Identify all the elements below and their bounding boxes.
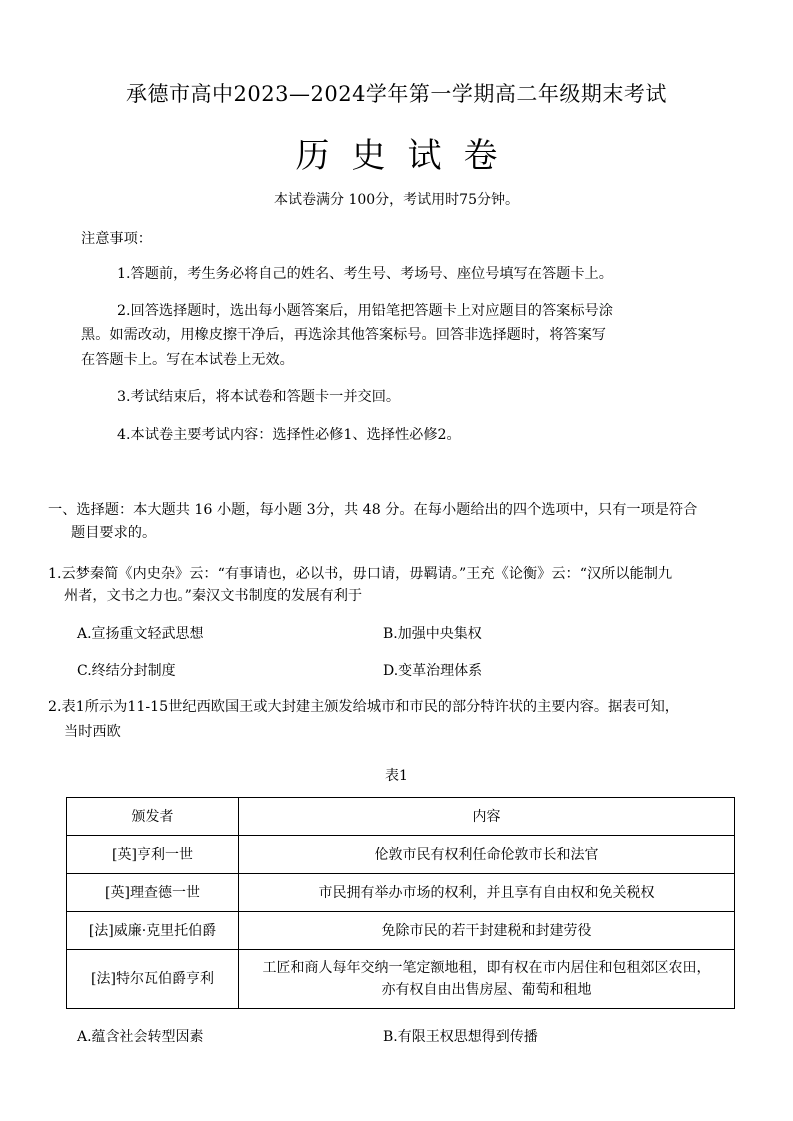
question-1-option-b: B.加强中央集权 [383,626,482,642]
table-row [67,836,735,874]
notice-title: 注意事项： [81,231,152,247]
table-cell-content-line-1: 工匠和商人每年交纳一笔定额地租，即有权在市内居住和包租郊区农田， [262,960,711,976]
table-cell-issuer: [英]理查德一世 [67,874,239,912]
table-header-issuer: 颁发者 [67,798,239,836]
question-1-option-c: C.终结分封制度 [77,663,176,679]
question-1-stem-line-1: 1.云梦秦简《内史杂》云：“有事请也，必以书，毋口请，毋羁请。”王充《论衡》云：“汉所以能制九 [48,566,673,582]
table-caption: 表1 [385,768,408,784]
paper-title: 历史试卷 [295,136,520,176]
question-1-option-d: D.变革治理体系 [383,663,483,679]
table-cell-content: 免除市民的若干封建税和封建劳役 [239,912,735,950]
exam-info: 本试卷满分 100分，考试用时75分钟。 [274,192,519,208]
question-2-stem-line-2: 当时西欧 [64,724,121,740]
question-2-option-b: B.有限王权思想得到传播 [383,1029,538,1045]
question-1-stem-line-2: 州者，文书之力也。”秦汉文书制度的发展有利于 [64,588,363,604]
section-instructions-line-2: 题目要求的。 [71,525,157,541]
table-row [67,874,735,912]
table-cell-content-line-2: 亦有权自由出售房屋、葡萄和租地 [381,982,592,998]
table-cell-content: 市民拥有举办市场的权利，并且享有自由权和免关税权 [239,874,735,912]
question-1-option-a: A.宣扬重文轻武思想 [77,626,204,642]
question-2-stem-line-1: 2.表1所示为11-15世纪西欧国王或大封建主颁发给城市和市民的部分特许状的主要内容。据表可知， [48,699,679,715]
table-cell-issuer: [英]亨利一世 [67,836,239,874]
notice-item-4: 4.本试卷主要考试内容：选择性必修1、选择性必修2。 [117,427,461,443]
charter-table [66,797,735,1009]
notice-item-3: 3.考试结束后，将本试卷和答题卡一并交回。 [117,389,401,405]
table-row [67,912,735,950]
table-header-content: 内容 [239,798,735,836]
table-cell-issuer: [法]威廉·克里托伯爵 [67,912,239,950]
notice-item-2-line-3: 在答题卡上。写在本试卷上无效。 [81,352,294,368]
table-row [67,950,735,1009]
table-cell-issuer: [法]特尔瓦伯爵亨利 [67,950,239,1009]
notice-item-2-line-1: 2.回答选择题时，选出每小题答案后，用铅笔把答题卡上对应题目的答案标号涂 [117,303,613,319]
notice-item-1: 1.答题前，考生务必将自己的姓名、考生号、考场号、座位号填写在答题卡上。 [117,266,613,282]
exam-header: 承德市高中2023—2024学年第一学期高二年级期末考试 [126,82,667,106]
question-2-option-a: A.蕴含社会转型因素 [77,1029,204,1045]
section-instructions-line-1: 一、选择题：本大题共 16 小题，每小题 3分，共 48 分。在每小题给出的四个选项中，只有一项是符合 [48,502,698,518]
table-header-row [67,798,735,836]
notice-item-2-line-2: 黑。如需改动，用橡皮擦干净后，再选涂其他答案标号。回答非选择题时，将答案写 [81,327,606,343]
table-cell-content: 伦敦市民有权利任命伦敦市长和法官 [239,836,735,874]
table-cell-content [239,950,735,1009]
